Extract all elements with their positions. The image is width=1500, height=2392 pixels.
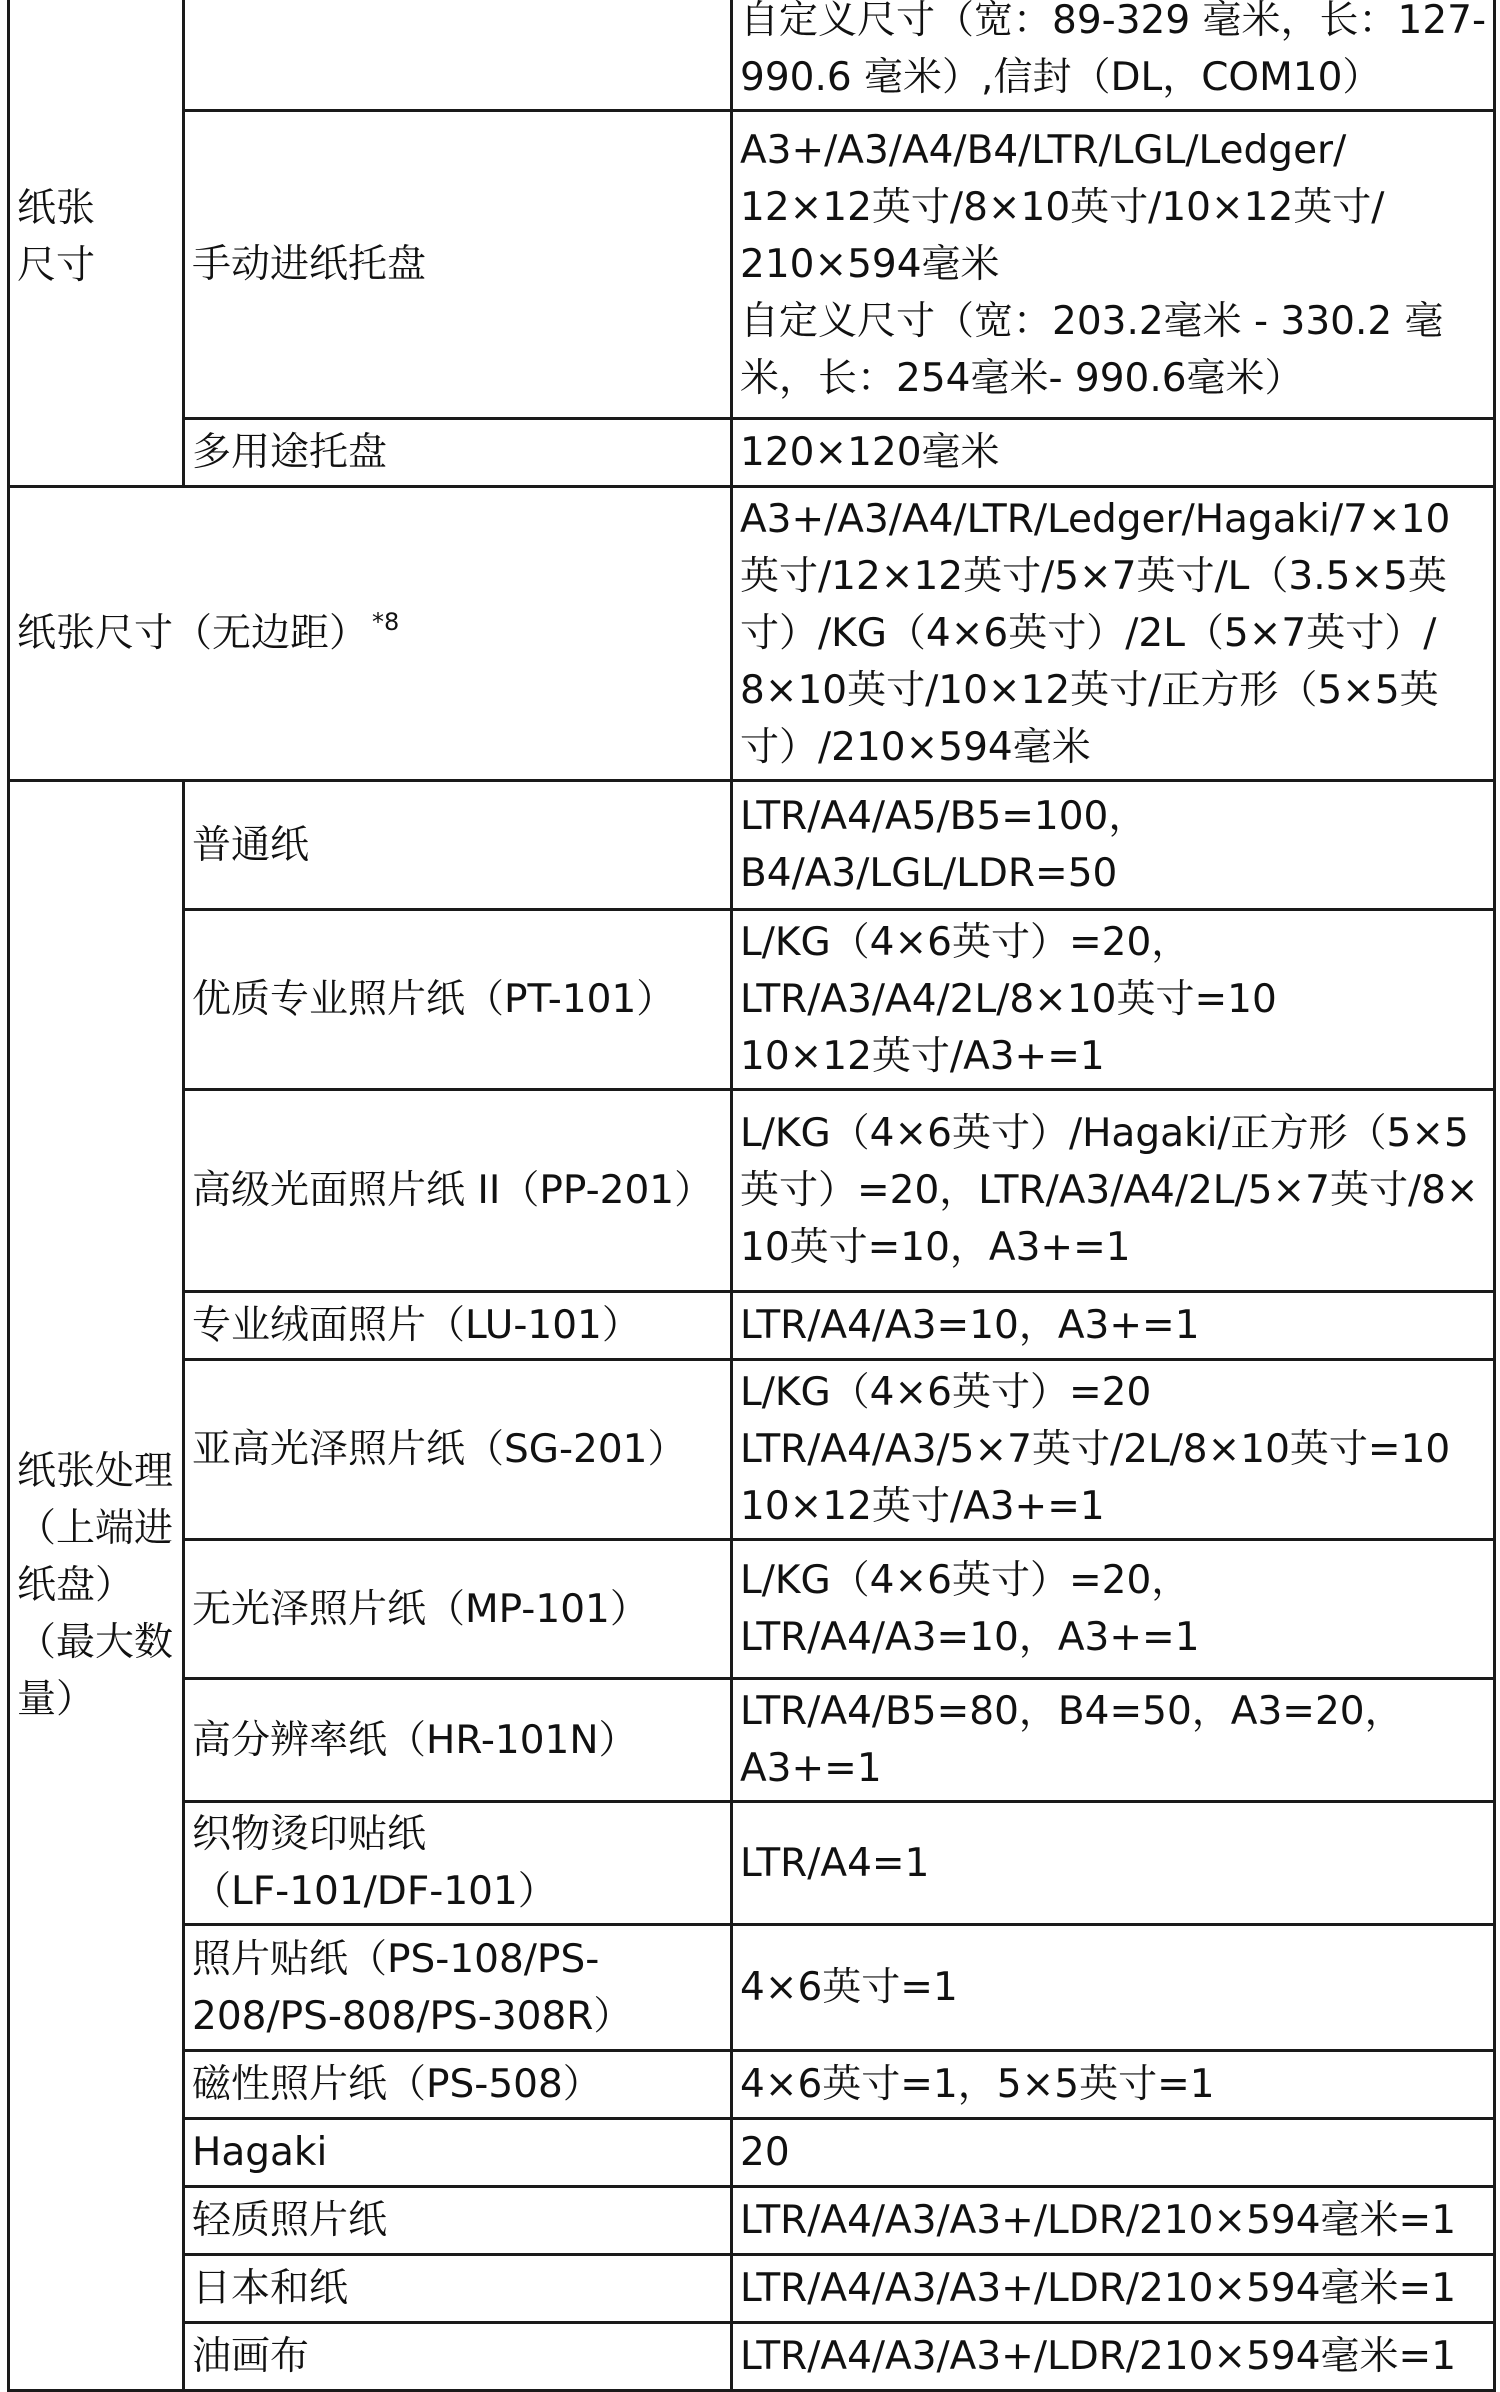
- table-row: [9, 2051, 1495, 2119]
- row-value: L/KG（4×6英寸）=20， LTR/A3/A4/2L/8×10英寸=10 10×12英寸/A3+=1: [732, 910, 1495, 1090]
- row-label: 无光泽照片纸（MP-101）: [184, 1540, 732, 1679]
- row-label: 亚高光泽照片纸（SG-201）: [184, 1360, 732, 1540]
- row-label: 照片贴纸（PS-108/PS- 208/PS-808/PS-308R）: [184, 1925, 732, 2051]
- row-value: 4×6英寸=1: [732, 1925, 1495, 2051]
- row-value: LTR/A4/B5=80，B4=50，A3=20， A3+=1: [732, 1679, 1495, 1802]
- table-row: [9, 2119, 1495, 2187]
- row-label: 专业绒面照片（LU-101）: [184, 1292, 732, 1360]
- row-label: 织物烫印贴纸 （LF-101/DF-101）: [184, 1802, 732, 1925]
- row-label: 日本和纸: [184, 2255, 732, 2323]
- row-value: L/KG（4×6英寸）/Hagaki/正方形（5×5 英寸）=20，LTR/A3/A4/2L/5×7英寸/8× 10英寸=10，A3+=1: [732, 1090, 1495, 1292]
- table-row: [9, 111, 1495, 419]
- row-value: LTR/A4/A3=10，A3+=1: [732, 1292, 1495, 1360]
- table-row: [9, 1090, 1495, 1292]
- row-value: LTR/A4/A3/A3+/LDR/210×594毫米=1: [732, 2187, 1495, 2255]
- table-row: [9, 2323, 1495, 2391]
- row-label: 高分辨率纸（HR-101N）: [184, 1679, 732, 1802]
- paper-handling-header: 纸张处理 （上端进 纸盘） （最大数 量）: [9, 781, 184, 2391]
- footnote-marker: *8: [372, 608, 400, 636]
- borderless-size-text: 纸张尺寸（无边距）: [17, 611, 369, 656]
- row-value: 4×6英寸=1，5×5英寸=1: [732, 2051, 1495, 2119]
- row-value: LTR/A4=1: [732, 1802, 1495, 1925]
- row-label: 优质专业照片纸（PT-101）: [184, 910, 732, 1090]
- table-row: [9, 419, 1495, 487]
- row-value: LTR/A4/A3/A3+/LDR/210×594毫米=1: [732, 2255, 1495, 2323]
- row-label: 高级光面照片纸 II（PP-201）: [184, 1090, 732, 1292]
- table-row: [9, 781, 1495, 910]
- row-value: 120×120毫米: [732, 419, 1495, 487]
- row-label: 油画布: [184, 2323, 732, 2391]
- table-row: [9, 1540, 1495, 1679]
- table-row: [9, 910, 1495, 1090]
- borderless-size-label: [9, 487, 732, 781]
- row-label: 磁性照片纸（PS-508）: [184, 2051, 732, 2119]
- table-row: [9, 1925, 1495, 2051]
- row-value: 自定义尺寸（宽：89-329 毫米，长：127- 990.6 毫米）,信封（DL，COM10）: [732, 0, 1495, 111]
- table-row: [9, 2187, 1495, 2255]
- row-value: L/KG（4×6英寸）=20 LTR/A4/A3/5×7英寸/2L/8×10英寸=10 10×12英寸/A3+=1: [732, 1360, 1495, 1540]
- table-row: [9, 2255, 1495, 2323]
- row-value: 20: [732, 2119, 1495, 2187]
- table-row: [9, 1679, 1495, 1802]
- row-value: LTR/A4/A5/B5=100， B4/A3/LGL/LDR=50: [732, 781, 1495, 910]
- table-row: [9, 487, 1495, 781]
- row-label: 轻质照片纸: [184, 2187, 732, 2255]
- row-label: 手动进纸托盘: [184, 111, 732, 419]
- row-label: 普通纸: [184, 781, 732, 910]
- row-value: A3+/A3/A4/B4/LTR/LGL/Ledger/ 12×12英寸/8×10英寸/10×12英寸/ 210×594毫米 自定义尺寸（宽：203.2毫米 - 330.2 毫 米，长：254毫米- 990.6毫米）: [732, 111, 1495, 419]
- table-row: [9, 1360, 1495, 1540]
- row-label: [184, 0, 732, 111]
- table-row: [9, 1802, 1495, 1925]
- table-row: [9, 1292, 1495, 1360]
- row-value: A3+/A3/A4/LTR/Ledger/Hagaki/7×10 英寸/12×12英寸/5×7英寸/L（3.5×5英 寸）/KG（4×6英寸）/2L（5×7英寸）/ 8×10英寸/10×12英寸/正方形（5×5英 寸）/210×594毫米: [732, 487, 1495, 781]
- table-row: [9, 0, 1495, 111]
- row-value: LTR/A4/A3/A3+/LDR/210×594毫米=1: [732, 2323, 1495, 2391]
- row-value: L/KG（4×6英寸）=20， LTR/A4/A3=10，A3+=1: [732, 1540, 1495, 1679]
- paper-size-header: 纸张 尺寸: [9, 0, 184, 487]
- row-label: 多用途托盘: [184, 419, 732, 487]
- row-label: Hagaki: [184, 2119, 732, 2187]
- spec-table: [7, 0, 1496, 2392]
